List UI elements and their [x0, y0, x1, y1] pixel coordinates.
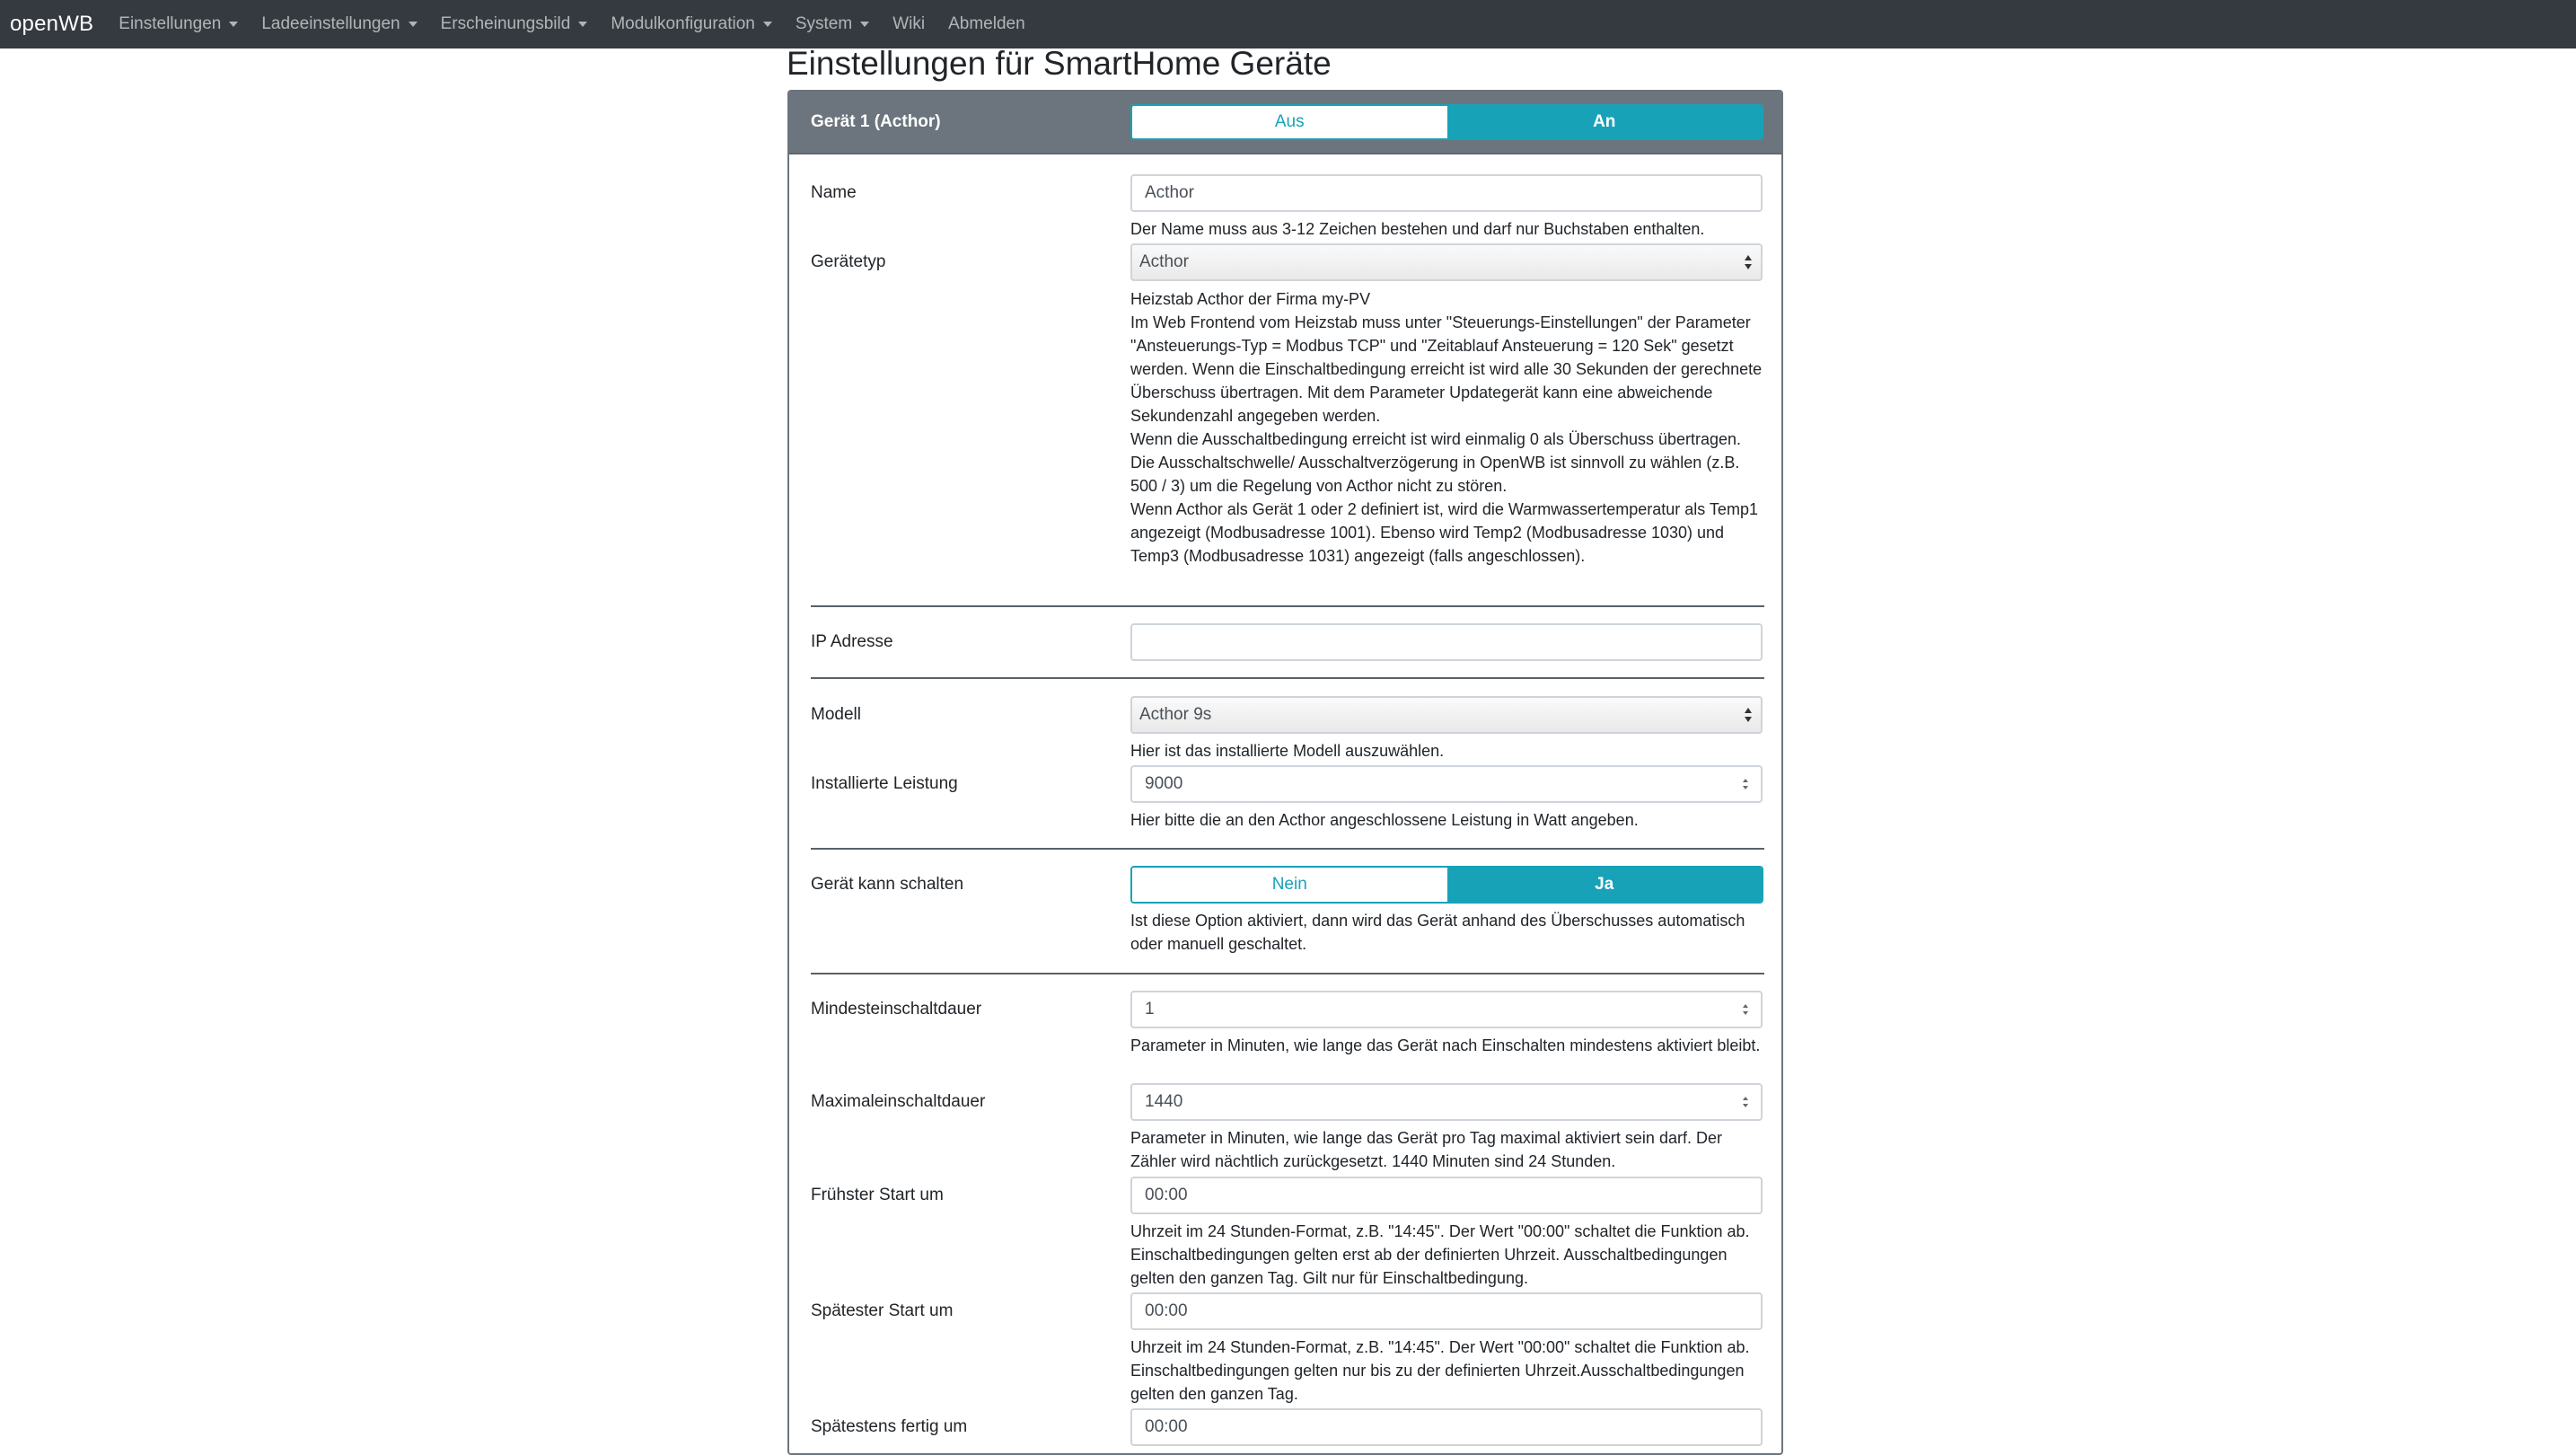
section-divider	[811, 848, 1764, 850]
fruehster-label: Frühster Start um	[811, 1186, 944, 1204]
select-arrows-icon	[1745, 708, 1752, 722]
name-label: Name	[811, 183, 857, 202]
toggle-aus-button[interactable]: Aus	[1132, 106, 1447, 138]
nav-erscheinungsbild[interactable]: Erscheinungsbild	[441, 14, 588, 34]
modell-help: Hier ist das installierte Modell auszuwählen.	[1130, 742, 1445, 760]
leistung-input[interactable]: 9000	[1130, 765, 1763, 803]
schalten-toggle	[1130, 866, 1763, 904]
nav-modulkonfiguration[interactable]: Modulkonfiguration	[611, 14, 772, 34]
section-divider	[811, 973, 1764, 974]
caret-down-icon	[578, 22, 587, 27]
caret-down-icon	[860, 22, 869, 27]
ip-input[interactable]	[1130, 623, 1763, 661]
schalten-label: Gerät kann schalten	[811, 875, 964, 894]
select-arrows-icon	[1745, 255, 1752, 269]
ip-label: IP Adresse	[811, 632, 893, 651]
fertig-input[interactable]: 00:00	[1130, 1408, 1763, 1446]
spaetester-input[interactable]: 00:00	[1130, 1292, 1763, 1330]
mindest-input[interactable]: 1	[1130, 991, 1763, 1028]
spaetester-help: Uhrzeit im 24 Stunden-Format, z.B. "14:45". Der Wert "00:00" schaltet die Funktion ab. Einschaltbedingungen gelten nur bis zu der definierten Uhrzeit.Ausschaltbedingungen gelten den ganzen Tag.	[1130, 1338, 1750, 1403]
schalten-help: Ist diese Option aktiviert, dann wird das Gerät anhand des Überschusses automatisch oder manuell geschaltet.	[1130, 912, 1745, 953]
caret-down-icon	[229, 22, 238, 27]
card-header	[789, 92, 1781, 154]
fruehster-input[interactable]: 00:00	[1130, 1177, 1763, 1214]
brand-logo[interactable]: openWB	[10, 12, 94, 36]
card-header-title: Gerät 1 (Acthor)	[811, 112, 941, 131]
fruehster-help: Uhrzeit im 24 Stunden-Format, z.B. "14:45". Der Wert "00:00" schaltet die Funktion ab. Einschaltbedingungen gelten erst ab der definierten Uhrzeit. Ausschaltbedingungen gelten den ganzen Tag. Gilt nur für Einschaltbedingung.	[1130, 1222, 1750, 1287]
nav-system[interactable]: System	[796, 14, 869, 34]
name-input[interactable]: Acthor	[1130, 174, 1763, 212]
toggle-an-button[interactable]: An	[1447, 106, 1763, 138]
geraetetyp-select[interactable]: Acthor	[1130, 243, 1763, 281]
spinner-icon[interactable]	[1743, 1097, 1748, 1107]
section-divider	[811, 605, 1764, 607]
nav-abmelden[interactable]: Abmelden	[948, 14, 1025, 33]
nav-wiki[interactable]: Wiki	[892, 14, 926, 33]
mindest-help: Parameter in Minuten, wie lange das Gerät nach Einschalten mindestens aktiviert bleibt.	[1130, 1036, 1761, 1054]
spinner-icon[interactable]	[1743, 779, 1748, 789]
section-divider	[811, 677, 1764, 679]
modell-select[interactable]: Acthor 9s	[1130, 696, 1763, 734]
page-title: Einstellungen für SmartHome Geräte	[787, 45, 1332, 82]
schalten-ja-button[interactable]: Ja	[1447, 868, 1763, 902]
name-help: Der Name muss aus 3-12 Zeichen bestehen und darf nur Buchstaben enthalten.	[1130, 220, 1705, 238]
maximal-help: Parameter in Minuten, wie lange das Gerät pro Tag maximal aktiviert sein darf. Der Zähler wird nächtlich zurückgesetzt. 1440 Minuten sind 24 Stunden.	[1130, 1129, 1722, 1170]
spaetester-label: Spätester Start um	[811, 1301, 954, 1320]
schalten-nein-button[interactable]: Nein	[1132, 868, 1447, 902]
maximal-label: Maximaleinschaltdauer	[811, 1092, 986, 1111]
caret-down-icon	[763, 22, 772, 27]
nav-einstellungen[interactable]: Einstellungen	[119, 14, 238, 34]
device-card	[787, 90, 1783, 1455]
spinner-icon[interactable]	[1743, 1004, 1748, 1015]
mindest-label: Mindesteinschaltdauer	[811, 1000, 982, 1018]
leistung-help: Hier bitte die an den Acthor angeschlossene Leistung in Watt angeben.	[1130, 811, 1639, 829]
geraetetyp-label: Gerätetyp	[811, 252, 886, 271]
modell-label: Modell	[811, 705, 861, 724]
leistung-label: Installierte Leistung	[811, 774, 958, 793]
fertig-label: Spätestens fertig um	[811, 1417, 968, 1436]
maximal-input[interactable]: 1440	[1130, 1083, 1763, 1121]
geraetetyp-help: Heizstab Acthor der Firma my-PV Im Web Frontend vom Heizstab muss unter "Steuerungs-Einstellungen" der Parameter "Ansteuerungs-Typ = Modbus TCP" und "Zeitablauf Ansteuerung = 120 Sek" gesetzt werden. Wenn die Einschaltbedingung erreicht ist wird alle 30 Sekunden der gerechnete Überschuss übertragen. Mit dem Parameter Updategerät kann eine abweichende Sekundenzahl angegeben werden. Wenn die Ausschaltbedingung erreicht ist wird einmalig 0 als Überschuss übertragen. Die Ausschaltschwelle/ Ausschaltverzögerung in OpenWB ist sinnvoll zu wählen (z.B. 500 / 3) um die Regelung von Acthor nicht zu stören. Wenn Acthor als Gerät 1 oder 2 definiert ist, wird die Warmwassertemperatur als Temp1 angezeigt (Modbusadresse 1001). Ebenso wird Temp2 (Modbusadresse 1030) und Temp3 (Modbusadresse 1031) angezeigt (falls angeschlossen).	[1130, 290, 1763, 565]
device-enable-toggle	[1130, 104, 1763, 140]
caret-down-icon	[409, 22, 418, 27]
top-navbar	[0, 0, 2576, 48]
nav-ladeeinstellungen[interactable]: Ladeeinstellungen	[261, 14, 417, 34]
